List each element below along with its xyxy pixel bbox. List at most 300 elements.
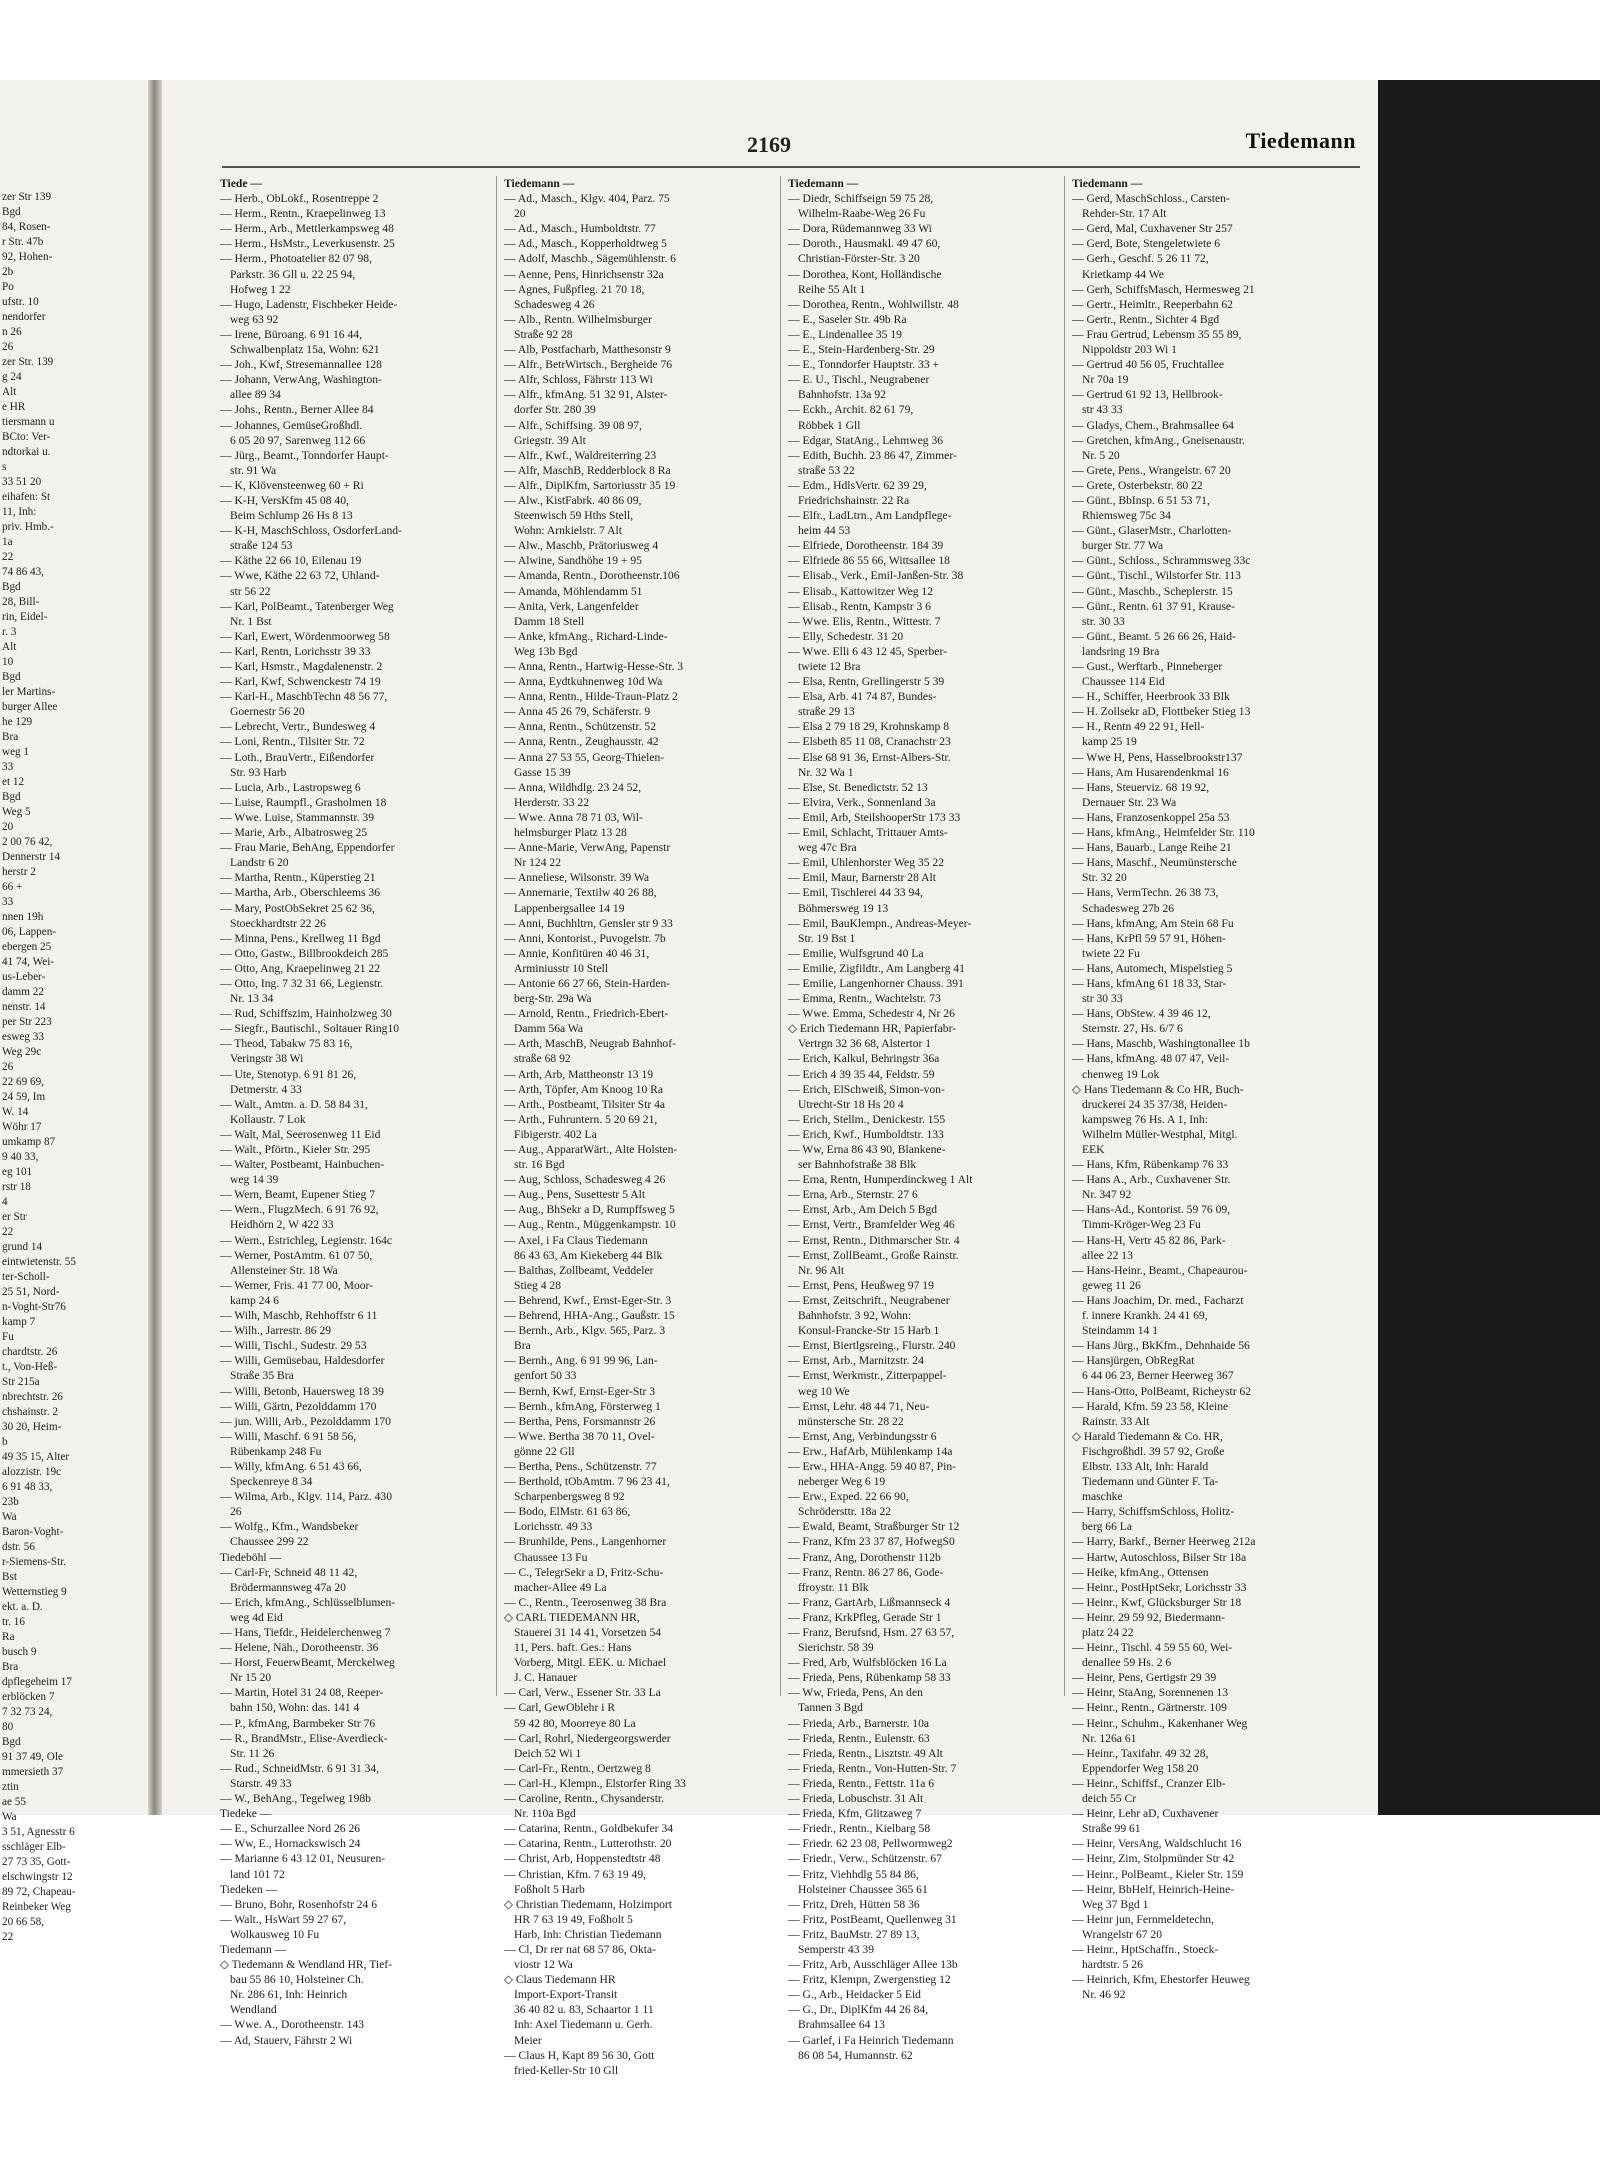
directory-entry-line: — Walt., Pförtn., Kieler Str. 295 [220,1143,371,1156]
directory-entry-line: Reihe 55 Alt 1 [798,282,866,296]
directory-entry-line: Steindamm 14 1 [1082,1324,1158,1338]
directory-entry-line: — Hans A., Arb., Cuxhavener Str. [1072,1173,1231,1187]
directory-entry-line: — Anna, Rentn., Hilde-Traun-Platz 2 [504,690,678,704]
directory-entry-line: — Bertha, Pens., Schützenstr. 77 [504,1459,657,1473]
column-heading: Tiedemann — [788,177,859,190]
directory-entry-line: twiete 22 Fu [1082,946,1140,960]
directory-entry-line: — Heinr., Kwf, Glücksburger Str 18 [1072,1595,1242,1609]
directory-entry-line: Röbbek 1 Gll [798,418,861,432]
directory-entry-line: burger Str. 77 Wa [1082,539,1164,553]
directory-entry-line: — Dorothea, Kont, Holländische [788,267,942,281]
column-divider [496,176,497,1696]
column-divider [1064,176,1065,1696]
previous-page-fragment-line: nendorfer [2,311,46,323]
directory-entry-line: — Karl, PolBeamt., Tatenberger Weg [220,599,394,613]
directory-entry-line: — Hans, Am Husarendenkmal 16 [1072,765,1229,779]
directory-entry-line: Tiedemann — [220,1942,287,1956]
directory-column-1 [220,176,490,2048]
directory-entry-line: — Edith, Buchh. 23 86 47, Zimmer- [788,448,957,462]
directory-entry-line: — Arth, Töpfer, Am Knoog 10 Ra [504,1082,664,1096]
directory-entry-line: — Alfr, MaschB, Redderblock 8 Ra [504,463,671,477]
directory-entry-line: — Gerd, Mal, Cuxhavener Str 257 [1072,222,1233,236]
directory-entry-line: — Gertrud 61 92 13, Hellbrook- [1072,388,1223,402]
directory-entry-line: — Gerh., Geschf. 5 26 11 72, [1072,252,1209,266]
directory-entry-line: denallee 59 Hs. 2 6 [1082,1656,1172,1670]
directory-entry-line: — Heinr., Schuhm., Kakenhaner Weg [1072,1716,1248,1730]
previous-page-fragment-line: zer Str 139 [2,191,52,203]
directory-entry-line: — Erich 4 39 35 44, Feldstr. 59 [788,1067,935,1081]
directory-entry-line: Nr 15 20 [230,1671,272,1685]
directory-entry-line: — Elvira, Verk., Sonnenland 3a [788,795,936,809]
previous-page-fragment-line: W. 14 [2,1106,29,1118]
directory-entry-line: hardtstr. 5 26 [1082,1958,1143,1972]
directory-entry-line: — K, Klövensteenweg 60 + Ri [220,478,364,492]
directory-entry-line: — Friedr., Rentn., Kielbarg 58 [788,1822,931,1836]
directory-entry-line: — Herm., Photoatelier 82 07 98, [220,252,372,266]
directory-entry-line: Wilhelm-Raabe-Weg 26 Fu [798,207,926,221]
directory-entry-line: — Edm., HdlsVertr. 62 39 29, [788,478,927,492]
previous-page-fragment-line: r-Siemens-Str. [2,1556,67,1568]
directory-entry-line: — Walter, Postbeamt, Hainbuchen- [220,1158,385,1172]
directory-entry-line: — Elly, Schedestr. 31 20 [788,629,904,643]
directory-entry-line: platz 24 22 [1082,1626,1134,1639]
directory-entry-line: Böhmersweg 19 13 [798,901,889,915]
scan-margin-top [0,0,1600,80]
directory-entry-line: — Erw., Exped. 22 66 90, [788,1490,909,1504]
directory-entry-line: — Theod, Tabakw 75 83 16, [220,1037,353,1051]
directory-entry-line: — Ernst, Rentn., Dithmarscher Str. 4 [788,1233,960,1247]
directory-entry-line: genfort 50 33 [514,1369,577,1383]
directory-entry-line: weg 47c Bra [798,841,857,855]
previous-page-fragment-line: 33 [2,761,14,773]
directory-entry-line: — Käthe 22 66 10, Eilenau 19 [220,554,362,568]
previous-page-fragment-line: Fu [2,1331,14,1343]
directory-entry-line: Holsteiner Chaussee 365 61 [798,1882,928,1896]
previous-page-fragment-line: Str 215a [2,1376,40,1388]
previous-page-fragment-line: 30 20, Heim- [2,1421,62,1433]
directory-entry-line: — Hans, Tiefdr., Heidelerchenweg 7 [220,1626,391,1639]
directory-entry-line: — Hans-Ad., Kontorist. 59 76 09, [1072,1203,1231,1217]
directory-entry-line: — Axel, i Fa Claus Tiedemann [504,1233,648,1247]
directory-entry-line: — Else, St. Benedictstr. 52 13 [788,780,928,794]
directory-entry-line: heim 44 53 [798,524,851,538]
directory-entry-line: — Horst, FeuerwBeamt, Merckelweg [220,1656,395,1670]
directory-entry-line: — Elisab., Rentn, Kampstr 3 6 [788,599,931,613]
directory-entry-line: — Hugo, Ladenstr, Fischbeker Heide- [220,297,398,311]
directory-entry-line: — Emil, Uhlenhorster Weg 35 22 [788,856,944,870]
directory-entry-line: Import-Export-Transit [514,1988,618,2002]
directory-entry-line: — Joh., Kwf, Stresemannallee 128 [220,358,382,372]
directory-entry-line: ◇ Christian Tiedemann, Holzimport [504,1897,673,1911]
directory-entry-line: — Carl, GewOblehr i R [504,1701,616,1715]
previous-page-fragment-line: ekt. a. D. [2,1601,43,1613]
directory-entry-line: — Erna, Arb., Sternstr. 27 6 [788,1188,918,1202]
directory-entry-line: — Karl-H., MaschbTechn 48 56 77, [220,690,388,704]
directory-entry-line: — Frieda, Lobuschstr. 31 Alt [788,1792,924,1806]
previous-page-fragment-line: n 26 [2,326,22,338]
directory-entry-line: — Frieda, Kfm, Glitzaweg 7 [788,1807,922,1821]
directory-entry-line: — Wwe. Anna 78 71 03, Wil- [504,810,643,824]
directory-entry-line: weg 4d Eid [230,1610,283,1624]
directory-entry-line: — Günt., Beamt. 5 26 66 26, Haid- [1072,629,1236,643]
directory-entry-line: land 101 72 [230,1867,285,1881]
running-head: Tiedemann [1245,128,1356,153]
directory-entry-line: — Ww, E., Hornackswisch 24 [220,1837,361,1851]
previous-page-fragment-line: Alt [2,386,17,398]
directory-entry-line: — Brunhilde, Pens., Langenhorner [504,1535,667,1549]
directory-entry-line: chenweg 19 Lok [1082,1067,1160,1081]
directory-entry-line: ◇ Harald Tiedemann & Co. HR, [1072,1429,1223,1443]
directory-entry-line: — Harry, SchiffsmSchloss, Holitz- [1072,1505,1235,1519]
directory-entry-line: straße 29 13 [798,705,855,719]
directory-entry-line: Bahnhofstr. 13a 92 [798,388,886,402]
directory-entry-line: Nr. 110a Bgd [514,1807,576,1821]
previous-page-fragment-line: 2 00 76 42, [2,836,53,848]
directory-entry-line: Nr 70a 19 [1082,373,1129,387]
directory-entry-line: gönne 22 Gll [514,1444,575,1458]
directory-entry-line: Bra [514,1339,531,1353]
directory-entry-line: — Hans, Maschb, Washingtonallee 1b [1072,1037,1250,1051]
directory-entry-line: — Karl, Kwf, Schwenckestr 74 19 [220,675,381,689]
previous-page-fragment-line: 92, Hohen- [2,251,53,263]
directory-entry-line: — Gerh, SchiffsMasch, Hermesweg 21 [1072,282,1255,296]
directory-entry-line: — Alfr, Schloss, Fährstr 113 Wi [504,373,653,387]
directory-entry-line: — Ute, Stenotyp. 6 91 81 26, [220,1067,357,1081]
previous-page-fragment-line: 27 73 35, Gott- [2,1856,71,1868]
previous-page-fragment-line: 26 [2,341,14,353]
directory-entry-line: Foßholt 5 Harb [514,1882,585,1896]
directory-entry-line: — Wern., Estrichleg, Legienstr. 164c [220,1233,393,1247]
directory-entry-line: — Marie, Arb., Albatrosweg 25 [220,826,368,840]
directory-entry-line: — Gertr., Heimltr., Reeperbahn 62 [1072,297,1233,311]
directory-entry-line: — Alfr., Kwf., Waldreiterring 23 [504,448,657,462]
previous-page-fragment-line: kamp 7 [2,1316,36,1328]
directory-entry-line: — Arth., Postbeamt, Tilsiter Str 4a [504,1097,666,1111]
directory-entry-line: — Heinrich, Kfm, Ehestorfer Heuweg [1072,1973,1250,1987]
directory-entry-line: — Grete, Pens., Wrangelstr. 67 20 [1072,463,1231,477]
directory-entry-line: — Willi, Gärtn, Pezolddamm 170 [220,1399,377,1413]
directory-entry-line: Nr. 96 Alt [798,1263,845,1277]
directory-entry-line: — Hans, kfmAng., Heimfelder Str. 110 [1072,826,1255,840]
directory-entry-line: Christian-Förster-Str. 3 20 [798,252,920,266]
previous-page-fragment-line: Bra [2,731,19,743]
directory-entry-line: — H., Schiffer, Heerbrook 33 Blk [1072,690,1230,704]
directory-entry-line: — Fritz, Arb, Ausschläger Allee 13b [788,1958,958,1972]
directory-entry-line: — Emil, BauKlempn., Andreas-Meyer- [788,916,972,930]
previous-page-fragment-line: 4 [2,1196,8,1208]
directory-entry-line: Meier [514,2033,542,2047]
directory-entry-line: — Elisab., Verk., Emil-Janßen-Str. 38 [788,569,964,583]
previous-page-fragment-line: s [2,461,7,473]
previous-page-fragment-line: 06, Lappen- [2,926,57,938]
previous-page-fragment-line: Weg 29c [2,1046,42,1058]
directory-entry-line: druckerei 24 35 37/38, Heiden- [1082,1097,1228,1111]
directory-entry-line: — Wwe. Elli 6 43 12 45, Sperber- [788,644,947,658]
directory-entry-line: — Fritz, Klempn, Zwergenstieg 12 [788,1973,951,1987]
directory-entry-line: — Alw., KistFabrk. 40 86 09, [504,493,642,507]
directory-entry-line: — Hans Joachim, Dr. med., Facharzt [1072,1293,1244,1307]
directory-entry-line: geweg 11 26 [1082,1278,1141,1292]
directory-entry-line: — Heinr., PostHptSekr, Lorichsstr 33 [1072,1580,1247,1594]
directory-entry-line: Wolkausweg 10 Fu [230,1927,320,1941]
directory-entry-line: — Irene, Büroang. 6 91 16 44, [220,327,362,341]
previous-page-fragment-line: nenstr. 14 [2,1001,46,1013]
previous-page-fragment-line: Reinbeker Weg [2,1901,71,1913]
directory-entry-line: J. C. Hanauer [514,1671,578,1685]
previous-page-fragment-line: 22 69 69, [2,1076,44,1088]
directory-entry-line: Nr. 286 61, Inh: Heinrich [230,1988,348,2002]
directory-entry-line: Weg 13b Bgd [514,644,578,658]
directory-entry-line: Deich 52 Wi 1 [514,1746,582,1760]
directory-entry-line: 6 05 20 97, Sarenweg 112 66 [230,433,366,447]
directory-entry-line: — C., Rentn., Teerosenweg 38 Bra [504,1595,667,1609]
directory-entry-line: — Behrend, HHA-Ang., Gaußstr. 15 [504,1309,675,1323]
directory-entry-line: — Wilma, Arb., Klgv. 114, Parz. 430 [220,1490,393,1504]
directory-entry-line: Nr. 32 Wa 1 [798,765,854,779]
previous-page-fragment-line: busch 9 [2,1646,37,1658]
directory-entry-line: — Anita, Verk, Langenfelder [504,599,639,613]
directory-entry-line: — H. Zollsekr aD, Flottbeker Stieg 13 [1072,705,1251,719]
directory-entry-line: Fischgroßhdl. 39 57 92, Große [1082,1444,1225,1458]
directory-entry-line: Nr 124 22 [514,856,562,870]
directory-entry-line: — Ernst, Zeitschrift., Neugrabener [788,1293,950,1307]
directory-entry-line: weg 14 39 [230,1173,279,1187]
previous-page-fragment-line: Bgd [2,206,21,218]
directory-entry-line: — Dora, Rüdemannweg 33 Wi [788,222,932,236]
directory-entry-line: — Behrend, Kwf., Ernst-Eger-Str. 3 [504,1293,672,1307]
directory-entry-line: Rainstr. 33 Alt [1082,1414,1150,1428]
previous-page-fragment-line: Alt [2,641,17,653]
directory-entry-line: — Willi, Betonb, Hauersweg 18 39 [220,1384,384,1398]
directory-entry-line: — Catarina, Rentn., Goldbekufer 34 [504,1822,674,1836]
directory-entry-line: — Erich, Kalkul, Behringstr 36a [788,1052,940,1066]
directory-entry-line: — Aug., ApparatWärt., Alte Holsten- [504,1143,678,1156]
previous-page-fragment-line: chardtstr. 26 [2,1346,58,1358]
previous-page-fragment-line: tiersmann u [2,416,55,428]
directory-entry-line: — Anni, Buchhltrn, Gensler str 9 33 [504,916,673,930]
directory-entry-line: Elbstr. 133 Alt, Inh: Harald [1082,1459,1209,1473]
previous-page-fragment-line: 74 86 43, [2,566,44,578]
previous-page-fragment-line: n-Voght-Str76 [2,1301,66,1313]
previous-page-fragment-line: 22 [2,1226,14,1238]
directory-entry-line: Stauerei 31 14 41, Vorsetzen 54 [514,1626,662,1639]
directory-entry-line: Veringstr 38 Wi [230,1052,304,1066]
directory-entry-line: — Martha, Rentn., Küperstieg 21 [220,871,376,885]
column-heading: Tiedemann — [1072,177,1143,190]
directory-entry-line: — Ad., Masch., Humboldtstr. 77 [504,222,656,236]
directory-entry-line: — Loni, Rentn., Tilsiter Str. 72 [220,735,365,749]
directory-entry-line: — Wwe. Bertha 38 70 11, Ovel- [504,1429,655,1443]
directory-entry-line: — Hans-Otto, PolBeamt, Richeystr 62 [1072,1384,1252,1398]
directory-entry-line: Allensteiner Str. 18 Wa [230,1263,338,1277]
directory-entry-line: Vertrgn 32 36 68, Alstertor 1 [798,1037,932,1051]
directory-entry-line: Straße 35 Bra [230,1369,294,1383]
directory-entry-line: — Erw., HafArb, Mühlenkamp 14a [788,1444,953,1458]
directory-entry-line: — Agnes, Fußpfleg. 21 70 18, [504,282,645,296]
directory-entry-line: — Wolfg., Kfm., Wandsbeker [220,1520,359,1534]
directory-entry-line: Hofweg 1 22 [230,282,291,296]
directory-entry-line: Tiedeböhl — [220,1550,282,1564]
previous-page-fragment-line: er Str [2,1211,27,1223]
previous-page-fragment-line: 26 [2,1061,14,1073]
directory-entry-line: — Frieda, Rentn., Lisztstr. 49 Alt [788,1746,943,1760]
directory-entry-line: — Herm., HsMstr., Leverkusenstr. 25 [220,237,395,251]
directory-entry-line: ◇ Hans Tiedemann & Co HR, Buch- [1072,1082,1244,1096]
directory-entry-line: berg 66 La [1082,1520,1133,1534]
directory-entry-line: — Ernst, Arb., Am Deich 5 Bgd [788,1203,938,1217]
previous-page-fragment-line: Bgd [2,581,21,593]
directory-entry-line: Tannen 3 Bgd [798,1701,863,1715]
previous-page-fragment-line: Ra [2,1631,15,1643]
previous-page-fragment-line: dpflegeheim 17 [2,1676,72,1688]
directory-entry-line: — Frieda, Rentn., Von-Hutten-Str. 7 [788,1761,957,1775]
directory-entry-line: — Ernst, Arb., Marnitzstr. 24 [788,1354,924,1368]
directory-entry-line: Steenwisch 59 Hths Stell, [514,509,634,523]
directory-entry-line: Chaussee 299 22 [230,1535,309,1549]
directory-entry-line: Utrecht-Str 18 Hs 20 4 [798,1097,904,1111]
directory-entry-line: f. innere Krankh. 24 41 69, [1082,1309,1208,1323]
directory-entry-line: straße 68 92 [514,1052,571,1066]
directory-entry-line: — Otto, Ing. 7 32 31 66, Legienstr. [220,976,384,990]
directory-entry-line: — Hans, ObStew. 4 39 46 12, [1072,1007,1211,1021]
directory-entry-line: — Emil, Tischlerei 44 33 94, [788,886,923,900]
directory-entry-line: — Emil, Arb, SteilshooperStr 173 33 [788,810,961,824]
directory-entry-line: — Carl-H., Klempn., Elstorfer Ring 33 [504,1776,686,1790]
directory-entry-line: — Bernh, Kwf, Ernst-Eger-Str 3 [504,1384,656,1398]
directory-entry-line: — Franz, Kfm 23 37 87, HofwegS0 [788,1535,955,1549]
directory-entry-line: Damm 18 Stell [514,614,585,628]
directory-entry-line: — Siegfr., Bautischl., Soltauer Ring10 [220,1022,400,1036]
directory-entry-line: — Emilie, Wulfsgrund 40 La [788,946,924,960]
directory-entry-line: — Alfr., kfmAng. 51 32 91, Alster- [504,388,668,402]
directory-entry-line: — Catarina, Rentn., Lutterothstr. 20 [504,1837,672,1851]
directory-entry-line: Straße 92 28 [514,327,573,341]
previous-page-fragment-line: burger Allee [2,701,58,713]
directory-entry-line: — Karl, Rentn, Lorichsstr 39 33 [220,644,371,658]
directory-entry-line: Wrangelstr 67 20 [1082,1927,1163,1941]
directory-entry-line: ◇ Erich Tiedemann HR, Papierfabr- [788,1022,957,1036]
directory-entry-line: — Loth., BrauVertr., Eißendorfer [220,750,375,764]
directory-entry-line: 59 42 80, Moorreye 80 La [514,1716,636,1730]
previous-page-fragment-line: umkamp 87 [2,1136,56,1148]
directory-entry-line: — Ww, Frieda, Pens, An den [788,1686,923,1700]
directory-entry-line: Sternstr. 27, Hs. 6/7 6 [1082,1022,1183,1036]
previous-page-fragment-line: alozzistr. 19c [2,1466,62,1478]
directory-entry-line: Herderstr. 33 22 [514,795,590,809]
directory-entry-line: Rübenkamp 248 Fu [230,1444,322,1458]
previous-page-fragment-line: he 129 [2,716,33,728]
directory-entry-line: — Walt., HsWart 59 27 67, [220,1912,347,1926]
directory-entry-line: — Carl, Rohrl, Niedergeorgswerder [504,1731,671,1745]
previous-page-fragment-line: priv. Hmb.- [2,521,54,533]
directory-entry-line: — Hans, Automech, Mispelstieg 5 [1072,961,1233,975]
previous-page-fragment-line: 84, Rosen- [2,221,51,233]
directory-entry-line: — Ww, Erna 86 43 90, Blankene- [788,1143,946,1156]
directory-entry-line: fried-Keller-Str 10 Gll [514,2063,619,2077]
directory-entry-line: — Arnold, Rentn., Friedrich-Ebert- [504,1007,669,1021]
directory-entry-line: — Hans, kfmAng. 48 07 47, Veil- [1072,1052,1230,1066]
directory-entry-line: — Walt, Mal, Seerosenweg 11 Eid [220,1127,381,1141]
directory-entry-line: — Erna, Rentn, Humperdinckweg 1 Alt [788,1173,973,1187]
directory-entry-line: — Aenne, Pens, Hinrichsenstr 32a [504,267,664,281]
directory-entry-line: — Willy, kfmAng. 6 51 43 66, [220,1459,362,1473]
directory-entry-line: Bahnhofstr. 3 92, Wohn: [798,1309,912,1323]
directory-entry-line: — Johann, VerwAng, Washington- [220,373,382,387]
directory-entry-line: — Herm., Rentn., Kraepelinweg 13 [220,207,386,221]
directory-entry-line: Tiedeken — [220,1882,278,1896]
directory-entry-line: — Christian, Kfm. 7 63 19 49, [504,1867,647,1881]
directory-entry-line: — Dorothea, Rentn., Wohlwillstr. 48 [788,297,959,311]
directory-entry-line: — Martin, Hotel 31 24 08, Reeper- [220,1686,384,1700]
previous-page-fragment-line: nnen 19h [2,911,44,923]
directory-entry-line: — Luise, Raumpfl., Grasholmen 18 [220,795,387,809]
previous-page-fragment-line: grund 14 [2,1241,43,1253]
directory-entry-line: Damm 56a Wa [514,1022,584,1036]
directory-entry-line: ◇ Tiedemann & Wendland HR, Tief- [220,1958,393,1972]
directory-entry-line: str. 16 Bgd [514,1158,565,1172]
directory-entry-line: Tiedemann und Günter F. Ta- [1082,1475,1219,1489]
directory-entry-line: — Hans, KrPfl 59 57 91, Höhen- [1072,931,1226,945]
directory-entry-line: — Balthas, Zollbeamt, Veddeler [504,1263,654,1277]
previous-page-fragment-line: mmersieth 37 [2,1766,64,1778]
directory-entry-line: — Walt., Amtm. a. D. 58 84 31, [220,1097,368,1111]
directory-entry-line: Lorichsstr. 49 33 [514,1520,593,1534]
previous-page-fragment-line: 20 [2,821,14,833]
directory-entry-line: — K-H, VersKfm 45 08 40, [220,493,349,507]
directory-entry-line: — Anneliese, Wilsonstr. 39 Wa [504,871,650,885]
previous-page-fragment-line: g 24 [2,371,22,383]
previous-page-fragment-line: b [2,1436,8,1448]
directory-entry-line: — P., kfmAng, Barmbeker Str 76 [220,1716,376,1730]
directory-entry-line: — Herb., ObLokf., Rosentreppe 2 [220,192,379,206]
directory-entry-line: — Elfr., LadLtrn., Am Landpflege- [788,509,952,523]
directory-entry-line: Fibigerstr. 402 La [514,1127,597,1141]
directory-entry-line: — Erich, kfmAng., Schlüsselblumen- [220,1595,396,1609]
directory-entry-line: Detmerstr. 4 33 [230,1082,302,1096]
previous-page-fragment-line: esweg 33 [2,1031,44,1043]
directory-entry-line: — Heinr., Schiffsf., Cranzer Elb- [1072,1776,1226,1790]
directory-entry-line: — Marianne 6 43 12 01, Neusuren- [220,1852,386,1866]
previous-page-fragment-line: Wöhr 17 [2,1121,42,1133]
directory-entry-line: — Hartw, Autoschloss, Bilser Str 18a [1072,1550,1247,1564]
directory-entry-line: — Claus H, Kapt 89 56 30, Gott [504,2048,655,2062]
previous-page-fragment-line: weg 1 [2,746,30,758]
directory-entry-line: — Wwe. A., Dorotheenstr. 143 [220,2018,365,2032]
directory-entry-line: — Caroline, Rentn., Chysanderstr. [504,1792,665,1806]
directory-entry-line: — Amanda, Rentn., Dorotheenstr.106 [504,569,680,583]
directory-entry-line: — Lebrecht, Vertr., Bundesweg 4 [220,720,376,734]
directory-entry-line: Rehder-Str. 17 Alt [1082,207,1167,221]
directory-entry-line: — Elsa 2 79 18 29, Krohnskamp 8 [788,720,950,734]
directory-entry-line: — R., BrandMstr., Elise-Averdieck- [220,1731,388,1745]
directory-entry-line: 26 [230,1505,242,1519]
directory-entry-line: Wohn: Arnkielstr. 7 Alt [514,524,622,538]
directory-entry-line: — E., Saseler Str. 49b Ra [788,312,907,326]
previous-page-fragment-line: dstr. 56 [2,1541,35,1553]
previous-page-fragment-line: zer Str. 139 [2,356,54,368]
directory-entry-line: — Martha, Arb., Oberschleems 36 [220,886,381,900]
previous-page-fragment-line: 10 [2,656,14,668]
directory-entry-line: Stoeckhardtstr 22 26 [230,916,326,930]
directory-entry-line: — Bertha, Pens, Forsmannstr 26 [504,1414,656,1428]
directory-entry-line: — Bernh., Ang. 6 91 99 96, Lan- [504,1354,658,1368]
directory-entry-line: — Annemarie, Textilw 40 26 88, [504,886,657,900]
directory-entry-line: — Alfr., BetrWirtsch., Bergheide 76 [504,358,673,372]
directory-entry-line: — Heinr, Pens, Gertigstr 29 39 [1072,1671,1217,1685]
directory-entry-line: — Alfr., DiplKfm, Sartoriusstr 35 19 [504,478,676,492]
previous-page-fragment-line: Wetternstieg 9 [2,1586,67,1598]
directory-entry-line: — Heinr., Rentn., Gärtnerstr. 109 [1072,1701,1227,1715]
